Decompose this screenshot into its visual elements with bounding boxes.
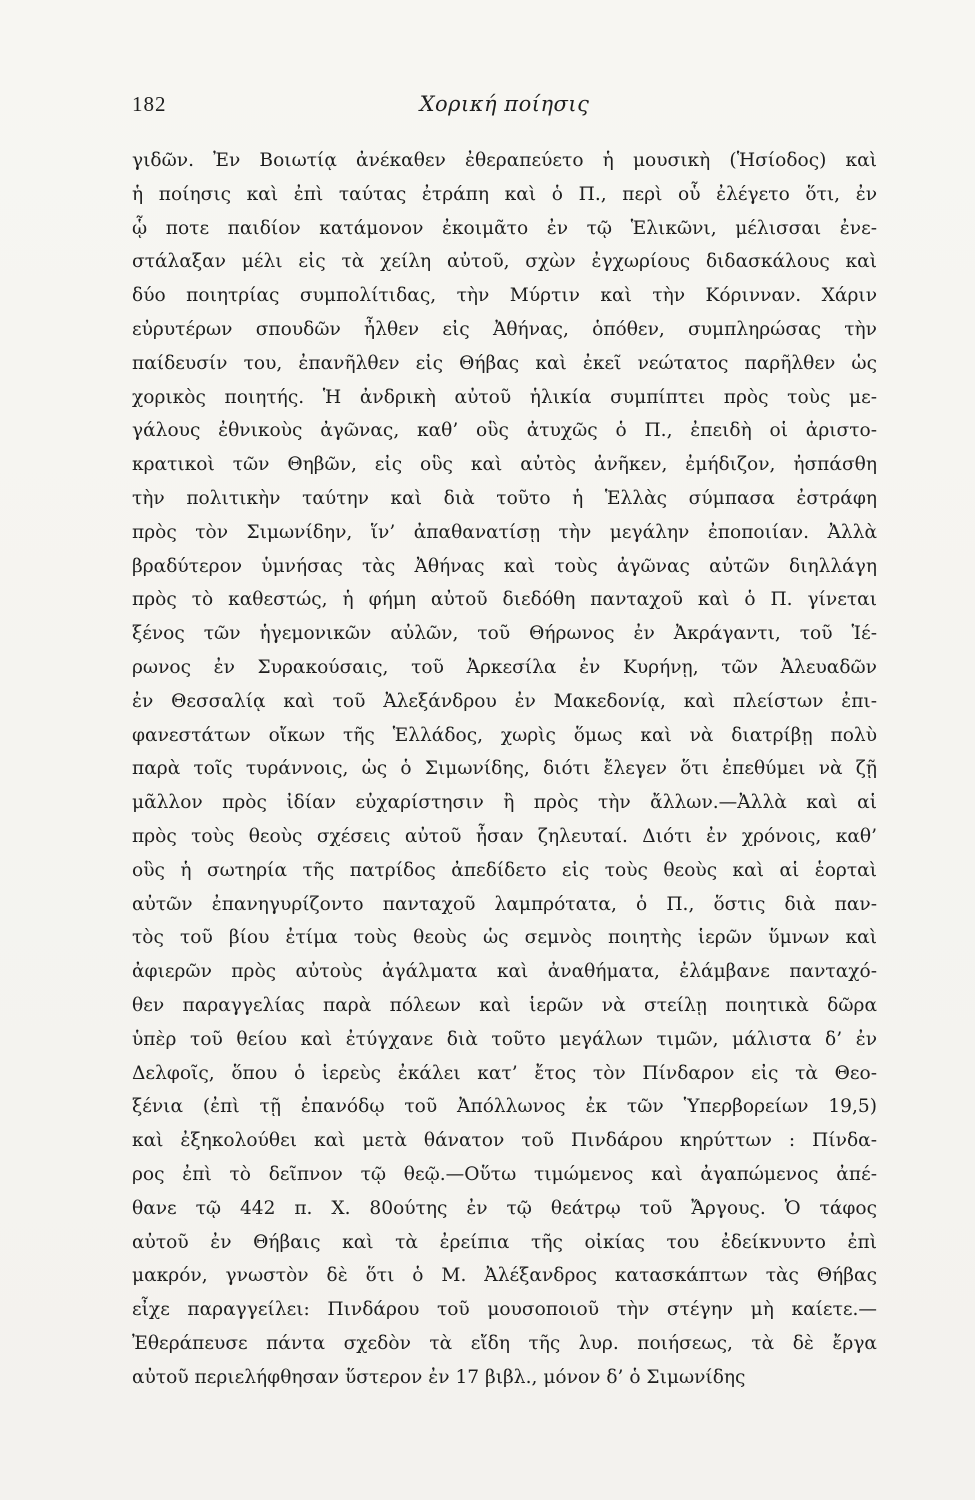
running-title: Χορική ποίησις [419,92,590,116]
page-header [132,92,877,128]
text-line: μᾶλλον πρὸς ἰδίαν εὐχαρίστησιν ἢ πρὸς τὴν ἄλλων.—Ἀλλὰ καὶ αἱ [132,792,877,814]
text-line: πρὸς τὸ καθεστώς, ἡ φήμη αὐτοῦ διεδόθη πανταχοῦ καὶ ὁ Π. γίνεται [132,589,877,611]
text-line: ὑπὲρ τοῦ θείου καὶ ἐτύγχανε διὰ τοῦτο μεγάλων τιμῶν, μάλιστα δ’ ἐν [132,1028,877,1050]
text-line: θεν παραγγελίας παρὰ πόλεων καὶ ἱερῶν νὰ στείλῃ ποιητικὰ δῶρα [132,994,877,1016]
text-line: Ἐθεράπευσε πάντα σχεδὸν τὰ εἴδη τῆς λυρ. ποιήσεως, τὰ δὲ ἔργα [132,1332,877,1354]
text-line: αὐτοῦ περιελήφθησαν ὕστερον ἐν 17 βιβλ., μόνον δ’ ὁ Σιμωνίδης [132,1366,746,1388]
text-line: οὓς ἡ σωτηρία τῆς πατρίδος ἀπεδίδετο εἰς τοὺς θεοὺς καὶ αἱ ἑορταὶ [132,859,877,881]
text-line: φανεστάτων οἴκων τῆς Ἑλλάδος, χωρὶς ὅμως καὶ νὰ διατρίβῃ πολὺ [132,724,877,746]
text-line: παρὰ τοῖς τυράννοις, ὡς ὁ Σιμωνίδης, διότι ἔλεγεν ὅτι ἐπεθύμει νὰ ζῇ [132,758,877,780]
text-line: αὐτῶν ἐπανηγυρίζοντο πανταχοῦ λαμπρότατα, ὁ Π., ὅστις διὰ παν- [132,893,877,915]
text-line: γιδῶν. Ἐν Βοιωτίᾳ ἀνέκαθεν ἐθεραπεύετο ἡ μουσικὴ (Ἡσίοδος) καὶ [132,150,877,171]
text-line: κρατικοὶ τῶν Θηβῶν, εἰς οὓς καὶ αὐτὸς ἀνῆκεν, ἐμήδιζον, ἠσπάσθη [132,454,877,476]
text-line: καὶ ἐξηκολούθει καὶ μετὰ θάνατον τοῦ Πινδάρου κηρύττων : Πίνδα- [132,1130,877,1152]
text-line: ἐν Θεσσαλίᾳ καὶ τοῦ Ἀλεξάνδρου ἐν Μακεδονίᾳ, καὶ πλείστων ἐπι- [132,690,877,712]
text-line: ξένος τῶν ἡγεμονικῶν αὐλῶν, τοῦ Θήρωνος ἐν Ἀκράγαντι, τοῦ Ἱέ- [132,623,877,645]
text-line: ρος ἐπὶ τὸ δεῖπνον τῷ θεῷ.—Οὕτω τιμώμενος καὶ ἀγαπώμενος ἀπέ- [132,1163,877,1185]
text-line: ρωνος ἐν Συρακούσαις, τοῦ Ἀρκεσίλα ἐν Κυρήνῃ, τῶν Ἀλευαδῶν [132,656,877,678]
text-line: Δελφοῖς, ὅπου ὁ ἱερεὺς ἐκάλει κατ’ ἔτος τὸν Πίνδαρον εἰς τὰ Θεο- [132,1062,877,1084]
body-text [132,144,877,1394]
text-line: πρὸς τὸν Σιμωνίδην, ἵν’ ἀπαθανατίσῃ τὴν μεγάλην ἐποποιίαν. Ἀλλὰ [132,521,877,543]
text-line: βραδύτερον ὑμνήσας τὰς Ἀθήνας καὶ τοὺς ἀγῶνας αὐτῶν διηλλάγη [132,555,877,577]
text-line: θανε τῷ 442 π. Χ. 80ούτης ἐν τῷ θεάτρῳ τοῦ Ἄργους. Ὁ τάφος [132,1197,877,1219]
text-line: ἡ ποίησις καὶ ἐπὶ ταύτας ἐτράπη καὶ ὁ Π., περὶ οὗ ἐλέγετο ὅτι, ἐν [132,183,877,205]
page-number: 182 [132,92,167,116]
text-line: τὸς τοῦ βίου ἐτίμα τοὺς θεοὺς ὡς σεμνὸς ποιητὴς ἱερῶν ὕμνων καὶ [132,927,877,949]
text-line: γάλους ἐθνικοὺς ἀγῶνας, καθ’ οὓς ἀτυχῶς ὁ Π., ἐπειδὴ οἱ ἀριστο- [132,420,877,442]
text-line: τὴν πολιτικὴν ταύτην καὶ διὰ τοῦτο ἡ Ἑλλὰς σύμπασα ἐστράφη [132,487,877,509]
text-line: μακρόν, γνωστὸν δὲ ὅτι ὁ Μ. Ἀλέξανδρος κατασκάπτων τὰς Θήβας [132,1265,877,1287]
text-line: πρὸς τοὺς θεοὺς σχέσεις αὐτοῦ ἦσαν ζηλευταί. Διότι ἐν χρόνοις, καθ’ [132,825,877,847]
text-line: χορικὸς ποιητής. Ἡ ἀνδρικὴ αὐτοῦ ἡλικία συμπίπτει πρὸς τοὺς με- [132,386,877,408]
text-line: παίδευσίν του, ἐπανῆλθεν εἰς Θήβας καὶ ἐκεῖ νεώτατος παρῆλθεν ὡς [132,352,877,374]
text-line: ἀφιερῶν πρὸς αὐτοὺς ἀγάλματα καὶ ἀναθήματα, ἐλάμβανε πανταχό- [132,961,877,983]
text-line: στάλαξαν μέλι εἰς τὰ χείλη αὐτοῦ, σχὼν ἐγχωρίους διδασκάλους καὶ [132,251,877,273]
text-line: δύο ποιητρίας συμπολίτιδας, τὴν Μύρτιν καὶ τὴν Κόρινναν. Χάριν [132,285,877,307]
text-line: ξένια (ἐπὶ τῇ ἐπανόδῳ τοῦ Ἀπόλλωνος ἐκ τῶν Ὑπερβορείων 19,5) [132,1096,877,1118]
text-line: εἶχε παραγγείλει: Πινδάρου τοῦ μουσοποιοῦ τὴν στέγην μὴ καίετε.— [132,1299,877,1321]
text-line: ᾧ ποτε παιδίον κατάμονον ἐκοιμᾶτο ἐν τῷ Ἑλικῶνι, μέλισσαι ἐνε- [132,217,877,239]
text-line: αὐτοῦ ἐν Θήβαις καὶ τὰ ἐρείπια τῆς οἰκίας του ἐδείκνυντο ἐπὶ [132,1231,877,1253]
text-line: εὐρυτέρων σπουδῶν ἦλθεν εἰς Ἀθήνας, ὁπόθεν, συμπληρώσας τὴν [132,318,877,340]
